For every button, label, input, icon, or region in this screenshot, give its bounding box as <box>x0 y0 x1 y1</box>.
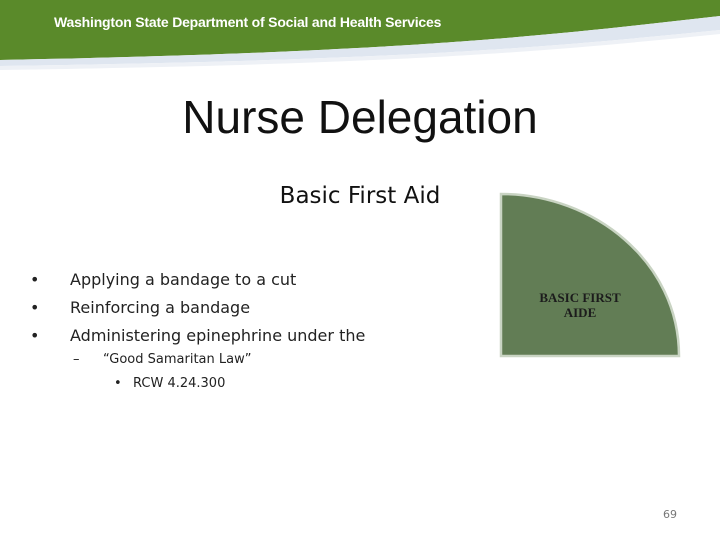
quarter-circle-graphic <box>499 192 683 358</box>
graphic-label <box>520 290 640 320</box>
graphic-label-line2: AIDE <box>563 305 597 320</box>
sub-sub-bullet-text: RCW 4.24.300 <box>133 376 226 391</box>
slide-subtitle: Basic First Aid <box>279 183 441 209</box>
bullet-item: • Administering epinephrine under the <box>30 326 366 345</box>
bullet-text: Applying a bandage to a cut <box>70 270 297 289</box>
bullet-list <box>30 268 365 352</box>
page-number: 69 <box>663 508 677 521</box>
bullet-item: • Reinforcing a bandage <box>30 298 251 317</box>
sub-bullet-text: “Good Samaritan Law” <box>103 352 252 367</box>
bullet-text: Administering epinephrine under the <box>70 326 366 345</box>
graphic-label-line1: BASIC FIRST <box>539 290 621 305</box>
sub-bullet: – “Good Samaritan Law” <box>73 352 252 367</box>
agency-name: Washington State Department of Social and Health Services <box>54 14 442 30</box>
bullet-text: Reinforcing a bandage <box>70 298 251 317</box>
header-banner <box>0 0 720 70</box>
sub-sub-bullet: • RCW 4.24.300 <box>114 376 226 391</box>
banner-swoosh <box>0 0 720 70</box>
slide-title: Nurse Delegation <box>182 91 538 143</box>
bullet-item: • Applying a bandage to a cut <box>30 270 297 289</box>
